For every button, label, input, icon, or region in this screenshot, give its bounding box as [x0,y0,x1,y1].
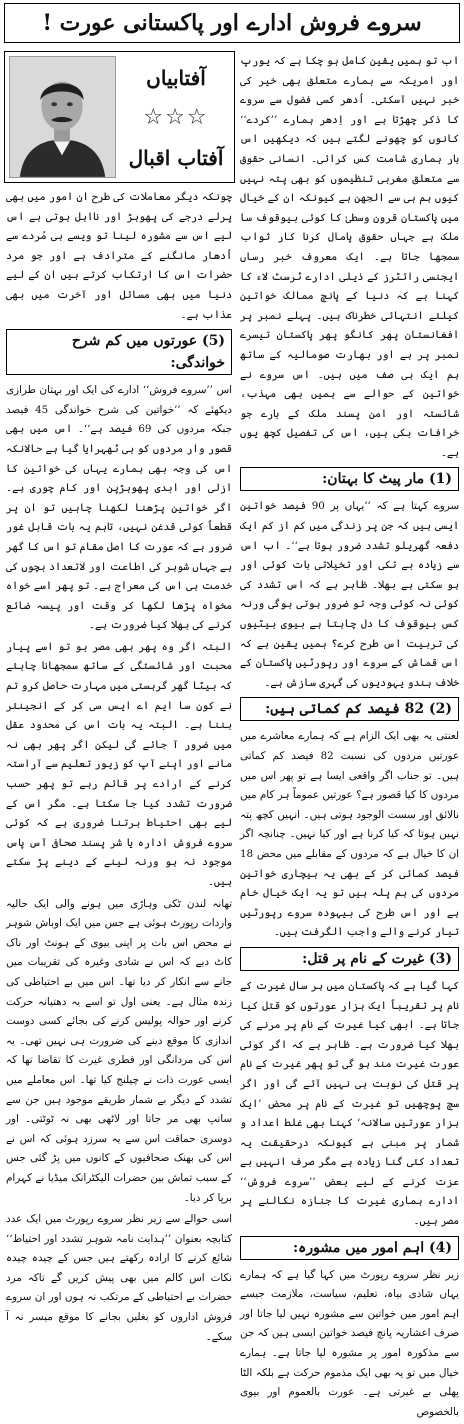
left-paragraph-3: تھانہ لندن ٹکی وہاڑی میں ہونے والی ایک حالیہ واردات رپورٹ ہوئی ہے جس میں ایک اوباش شوہر نے محض اس بات پر اپنی بیوی کے ہونٹ اور ناک کاٹ دیے کہ اس نے شادی وغیرہ کی تقریبات میں جانے سے انکار کر دیا تھا۔ اس میں بے احتیاطی کی زندہ مثال ہے۔ یعنی اول تو اسے یہ دھتیانہ حرکت کرنے اور حوالہ پولیس کرنے کی بجائے کسی دوست اندازی کا موقع دینے کی ضرورت ہی نہیں تھی۔ یہ اس کی مردانگی اور فطری غیرت کا تقاضا تھا کہ ایسی عورت ذات نے چیلنج کیا تھا۔ اس معاملے میں تشدد کے دیگر بے شمار طریقے موجود ہیں جن سے سانپ بھی مر جاتا اور لاٹھی بھی نہ ٹوٹتی۔ اور دوسری حماقت اس سے یہ سرزد ہوئی کہ اس نے اس کی بھنک صحافیوں کے کانوں میں پڑ گئی جس کے سبب تماش بین حضرات الیکٹرانک میڈیا نے کہرام برپا کر دیا۔ [6,897,232,1204]
section-3-body: کہا گیا ہے کہ پاکستان میں ہر سال غیرت کے نام پر تقریباً ایک ہزار عورتوں کو قتل کیا جاتا ہے۔ ابھی کیا غیرت کے نام پر مرنے کی بھلا کیا ضرورت ہے۔ ظاہر ہے کہ اگر کوئی عورت غیرت مند ہو گی تو پھر غیرت کے نام پر قتل کی نوبت ہی نہیں آئے گی اور اگر سچ پوچھیں تو غیرت کے نام پر محض ’ایک ہزار عورتیں سالانہ‘ کہنا بھی غلط اعداد و شمار پر مبنی ہے کیونکہ درحقیقت یہ تعداد کئی گنا زیادہ ہے مگر صرف انہیں بے عزت کرنے کے لیے بعض ’’سروے فروش‘‘ ادارے ہماری غیرت کا جنازہ نکالنے پر مصر ہیں۔ [240,979,459,1228]
left-paragraph-1: چونکہ دیگر معاملات کی طرح ان امور میں بھی پرلے درجے کی پھوہڑ اور نااہل ہوتی ہے اس لیے اس سے مشورہ لینا تو ویسے ہی مُردے سے اُدھار مانگنے کے مترادف ہے اور جو مرد حضرات اس کا ارتکاب کرتے ہیں ان کے لیے دنیا میں بھی مسائل اور آخرت میں بھی عذاب ہے۔ [6,191,232,321]
article-column-right [240,52,459,1424]
headline-title: سروے فروش ادارے اور پاکستانی عورت ! [42,10,422,36]
article-column-left [6,188,232,1349]
author-series-title: آفتابیاں [146,65,206,90]
left-paragraph-2: البتہ اگر وہ پھر بھی مصر ہو تو اسے پیار محبت اور شائستگی کے ساتھ سمجھانا چاہئے کہ بیٹا گھر گرہستی میں مہارت حاصل کرو تم نے کون سا ایم اے ایس سی کر کے انجینئر بننا ہے۔ البتہ یہ بات اس کی محدود عقل میں ضرور آ جائے گی لیکن اگر پھر بھی نہ مانے اور اپنے آپ کو زیور تعلیم سے آراستہ کرنے کے ارادے پر قائم رہے تو پھر حسب ضرورت تشدد کیا جا سکتا ہے۔ مگر اس کے لیے بھی احتیاط برتنا ضروری ہے کہ کوئی سروے فروش ادارہ یا شر پسند صحافی آس پاس موجود نہ ہو ورنہ لینے کے دینے پڑ سکتے ہیں۔ [6,640,232,888]
article-intro: اب تو ہمیں یقین کامل ہو چکا ہے کہ یورپ اور امریکہ سے ہمارے متعلق بھی خیر کی خبر نہیں آسکتی۔ اُدھر کسی فضول سے سروے کا ذکر چھڑتا ہے اور اِدھر ہمارے ’’کردے‘‘ کانوں کو چھونے لگتے ہیں کہ دیکھیں اس بار ہماری شامت کس کرائی۔ انسانی حقوق سے متعلق مغربی تنظیموں کو بھی پتہ نہیں کیوں ہم ہی سے الجھن ہے کیونکہ ان کے خیال میں پاکستان قرون وسطیٰ کا کوئی بیوقوف سا ملک ہے جہاں حقوق پامال کرنا کار ثواب سمجھا جاتا ہے۔ ایک معروف خبر رساں ایجنسی رائٹرز کے ذیلی ادارے ٹرسٹ لاء کا کہنا ہے کہ دنیا کے پانچ ممالک خواتین کیلئے انتہائی خطرناک ہیں۔ پہلے نمبر پر افغانستان پھر کانگو پھر پاکستان تیسرے نمبر پر ہے اور بھارت صومالیہ کے ساتھ ہم ایک ہی صف میں ہیں۔ اس سروے نے خواتین کے حوالے سے ہمیں بھی مہذب، شائستہ اور امن پسند ملک کے بارے جو خرافات بکی ہیں، اس کی تفصیل کچھ یوں ہے۔ [240,55,459,459]
author-name: آفتاب اقبال [128,146,224,171]
section-1-heading: (1) مار پیٹ کا بہتان: [240,467,459,491]
section-5-body: اس ’’سروے فروش‘‘ ادارے کی ایک اور بہتان طرازی دیکھئے کہ ’’خواتین کی شرح خواندگی 45 فیصد جبکہ مردوں کی 69 فیصد ہے‘‘۔ اس میں بھی قصور وار مردوں کو ہی ٹھہرایا گیا ہے حالانکہ اس کی وجہ بھی ہمارے یہاں کی خواتین کا ازلی اور ابدی پھوہڑپن اور کام چوری ہے۔ اگر خواتین پڑھنا لکھنا چاہیں تو ان پر قطعاً کوئی قدغن نہیں، تاہم یہ بات قابل غور ضرور ہے کہ عورت کا اصل مقام تو اس کا گھر ہے جہاں شوہر کی اطاعت اور لاتعداد بچوں کی خدمت ہی اس کی معراج ہے۔ تو پھر اسے خواہ مخواہ پڑھا لکھا کر وقت اور پیسہ ضائع کرنے کی بھلا کیا ضرورت ہے۔ [6,384,233,632]
author-photo [9,56,116,178]
section-5-heading: (5) عورتوں میں کم شرح خواندگی: [6,329,232,375]
section-4-heading: (4) اہم امور میں مشورہ: [240,1236,459,1260]
section-4-body: زیر نظر سروے رپورٹ میں کہا گیا ہے کہ ہمارے یہاں شادی بیاہ، تعلیم، سیاست، ملازمت جیسے اہم امور میں خواتین سے مشورہ نہیں لیا جاتا اور صرف اعشاریہ پانچ فیصد خواتین ایسی ہیں کہ جن سے مذکورہ امور پر مشورہ لیا جاتا ہے۔ ہمارے خیال میں تو یہ بھی ایک مذموم حرکت ہے بلکہ الٹا پھلی بے غیرتی ہے۔ عورت بالعموم اور بیوی بالخصوص [240,1268,459,1418]
section-2-body: لعنتی یہ بھی ایک الزام ہے کہ ہمارے معاشرے میں عورتیں مردوں کی نسبت 82 فیصد کم کماتی ہیں۔ تو جناب اگر واقعی ایسا ہے تو پھر اس میں مردوں کا کیا قصور ہے؟ عورتیں عموماً ہر کام میں نالائق اور سست الوجود ہوتی ہیں۔ انہیں کچھ پتہ نہیں ہوتا کہ کیا کرنا ہے اور کیا نہیں۔ چنانچہ اگر ان کا خیال ہے کہ مردوں کے مقابلے میں محض 18 فیصد کمائی کر کے بھی یہ بیچاری خواتین مردوں کی ہم پلہ ہیں تو یہ ایک خیال خام ہے اور اس طرح کی بیہودہ سروے رپورٹیں تیار کرنے والے واجب الگرفت ہیں۔ [240,730,459,939]
author-portrait-icon [10,57,115,177]
headline-box [4,3,460,43]
author-box [4,51,235,183]
author-stars: ☆☆☆ [143,105,209,131]
section-1-body: سروے کہتا ہے کہ ’’یہاں پر 90 فیصد خواتین ایسی ہیں کہ جن پر زندگی میں کم از کم ایک دفعہ گھریلو تشدد ضرور ہوتا ہے‘‘۔ اب اس سے زیادہ بے تکی اور تخیلاتی بات کوئی اور ہو سکتی ہے بھلا۔ ظاہر ہے کہ اس تشدد کی کوئی نہ کوئی وجہ تو ضرور ہوتی ہوگی ورنہ کس بیوقوف کا دل چاہتا ہے بیوی بیٹیوں کی تربیت اس طرح کرے؟ ہمیں یقین ہے کہ اس قماش کے سروے اور رپورٹیں پاکستان کے خلاف ہندو یہودیوں کی گہری سازش ہے۔ [240,500,460,689]
author-info [121,58,231,178]
section-2-heading: (2) 82 فیصد کم کماتی ہیں: [240,697,459,721]
left-paragraph-4: اسی حوالے سے زیر نظر سروے رپورٹ میں ایک عدد کتابچہ بعنوان ’’ہدایت نامہ شوہر تشدد اور احتیاط‘‘ شائع کرنے کا ارادہ رکھتے ہیں جس کے چیدہ چیدہ نکات اس کالم میں بھی پیش کریں گے تاکہ مرد حضرات بے احتیاطی کے مرتکب نہ ہوں اور ان سروے فروش اداروں کو بغلیں بجانے کا موقع میسر نہ آ سکے۔ [6,1213,232,1343]
section-3-heading: (3) غیرت کے نام پر قتل: [240,947,459,971]
